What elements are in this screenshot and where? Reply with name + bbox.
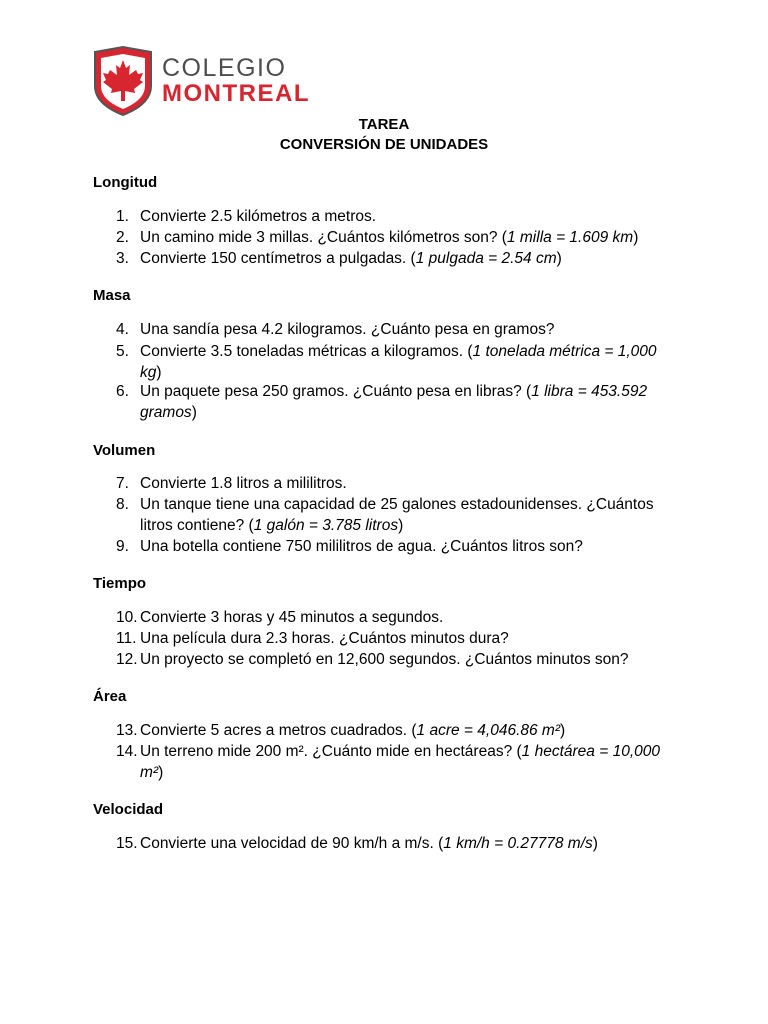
item-number: 12. (116, 651, 138, 668)
list-item (116, 248, 676, 269)
maple-leaf-shield-icon (92, 46, 154, 116)
item-number: 4. (116, 321, 129, 338)
section-heading-masa: Masa (93, 287, 131, 304)
section-heading-velocidad: Velocidad (93, 801, 164, 818)
close-paren: ) (156, 364, 162, 381)
item-text: Convierte 150 centímetros a pulgadas. ( (140, 250, 416, 267)
item-text: Un tanque tiene una capacidad de 25 galones estadounidenses. ¿Cuántos litros contiene? ( (140, 496, 654, 534)
section-heading-volumen: Volumen (93, 442, 156, 459)
page-subtitle: CONVERSIÓN DE UNIDADES (279, 136, 489, 153)
list-item (116, 607, 676, 628)
item-number: 5. (116, 343, 129, 360)
logo-line-1: COLEGIO (162, 54, 287, 82)
close-paren: ) (398, 517, 404, 534)
item-number: 1. (116, 208, 129, 225)
conversion-note: 1 galón = 3.785 litros (253, 517, 399, 534)
item-number: 7. (116, 475, 129, 492)
section-heading-area: Área (93, 688, 127, 705)
list-item (116, 649, 676, 670)
item-number: 13. (116, 722, 138, 739)
close-paren: ) (560, 722, 566, 739)
item-number: 3. (116, 250, 129, 267)
item-text: Una película dura 2.3 horas. ¿Cuántos minutos dura? (140, 630, 509, 647)
list-item (116, 536, 676, 557)
page-title: TAREA (358, 116, 410, 133)
item-text: Un camino mide 3 millas. ¿Cuántos kilómetros son? ( (140, 229, 507, 246)
school-logo (92, 46, 332, 116)
item-number: 8. (116, 496, 129, 513)
item-text: Una sandía pesa 4.2 kilogramos. ¿Cuánto pesa en gramos? (140, 321, 555, 338)
conversion-note: 1 milla = 1.609 km (506, 229, 634, 246)
list-item (116, 227, 676, 248)
list-item (116, 381, 676, 423)
item-text: Un terreno mide 200 m². ¿Cuánto mide en hectáreas? ( (140, 743, 522, 760)
list-item (116, 741, 676, 783)
list-item (116, 319, 676, 340)
item-number: 2. (116, 229, 129, 246)
conversion-note: 1 libra = 453.592 gramos (140, 383, 648, 421)
item-text: Una botella contiene 750 mililitros de agua. ¿Cuántos litros son? (140, 538, 583, 555)
item-number: 9. (116, 538, 129, 555)
conversion-note: 1 tonelada métrica = 1,000 kg (140, 343, 657, 381)
close-paren: ) (158, 764, 164, 781)
item-text: Convierte 3.5 toneladas métricas a kilogramos. ( (140, 343, 473, 360)
item-number: 15. (116, 835, 138, 852)
item-text: Convierte 5 acres a metros cuadrados. ( (140, 722, 417, 739)
conversion-note: 1 km/h = 0.27778 m/s (443, 835, 593, 852)
list-item (116, 494, 676, 536)
conversion-note: 1 acre = 4,046.86 m² (416, 722, 561, 739)
conversion-note: 1 hectárea = 10,000 m² (140, 743, 660, 781)
item-number: 14. (116, 743, 138, 760)
list-item (116, 341, 676, 383)
item-text: Convierte 2.5 kilómetros a metros. (140, 208, 377, 225)
section-heading-longitud: Longitud (93, 174, 158, 191)
close-paren: ) (556, 250, 562, 267)
close-paren: ) (633, 229, 639, 246)
item-number: 11. (116, 630, 137, 647)
section-heading-tiempo: Tiempo (93, 575, 147, 592)
item-number: 10. (116, 609, 138, 626)
list-item (116, 720, 676, 741)
conversion-note: 1 pulgada = 2.54 cm (415, 250, 557, 267)
item-text: Un proyecto se completó en 12,600 segundos. ¿Cuántos minutos son? (140, 651, 629, 668)
logo-line-2: MONTREAL (162, 80, 310, 107)
item-text: Convierte una velocidad de 90 km/h a m/s. ( (140, 835, 444, 852)
item-number: 6. (116, 383, 129, 400)
list-item (116, 628, 676, 649)
item-text: Un paquete pesa 250 gramos. ¿Cuánto pesa en libras? ( (140, 383, 532, 400)
item-text: Convierte 3 horas y 45 minutos a segundos. (140, 609, 444, 626)
list-item (116, 473, 676, 494)
close-paren: ) (592, 835, 598, 852)
list-item (116, 833, 676, 854)
item-text: Convierte 1.8 litros a mililitros. (140, 475, 347, 492)
close-paren: ) (191, 404, 197, 421)
list-item (116, 206, 676, 227)
